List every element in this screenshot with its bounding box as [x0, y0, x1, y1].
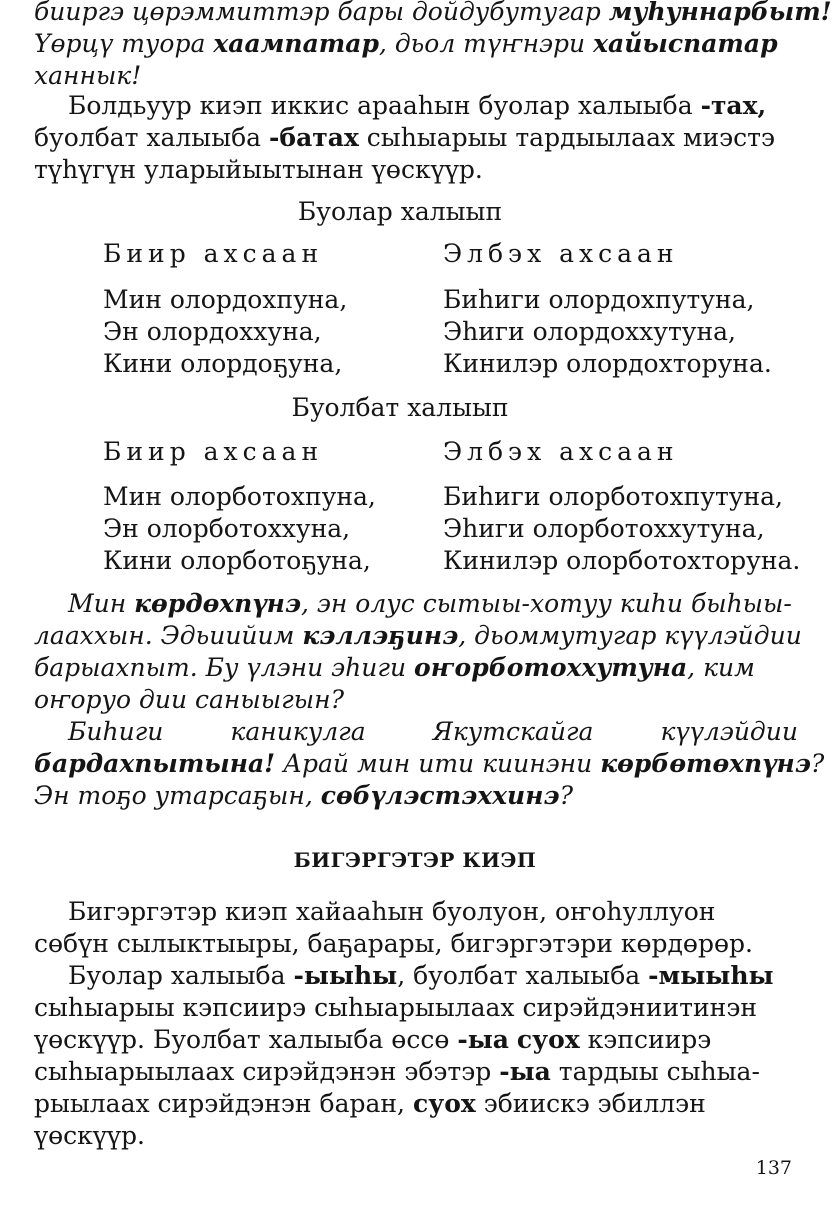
text-line: Эн тоҕо утарсаҕын, сөбүлэстэххинэ? — [34, 781, 573, 810]
table-negative-title: Буолбат халыып — [291, 393, 509, 422]
singular-form-list — [103, 481, 376, 577]
plural-form-list — [443, 481, 800, 577]
text-line: Бигэргэтэр киэп хайааһын буолуон, оҥоһуллуон — [68, 897, 716, 926]
list-item: Эһиги олордоххутуна, — [443, 317, 736, 346]
list-item: Кинилэр олордохторуна. — [443, 349, 772, 378]
example-paragraph — [34, 716, 825, 812]
text-line: сыһыарыылаах сирэйдэнэн эбэтэр -ыа тардыы сыһыа- — [34, 1057, 760, 1086]
text-line: Мин көрдөхпүнэ, эн олус сытыы-хотуу киһи быһыы- — [68, 589, 792, 618]
top-paragraph — [34, 0, 832, 92]
list-item: Эһиги олорботоххутуна, — [443, 514, 765, 543]
section-paragraph — [34, 960, 798, 1152]
text-line: сөбүн сылыктыыры, баҕарары, бигэргэтэри көрдөрөр. — [34, 929, 753, 958]
list-item: Кини олордоҕуна, — [103, 349, 343, 378]
section-heading: БИГЭРГЭТЭР КИЭП — [293, 848, 537, 872]
text-line: сыһыарыы кэпсиирэ сыһыарыылаах сирэйдэниитинэн — [34, 993, 757, 1022]
section-paragraph — [34, 896, 798, 960]
plural-form-list — [443, 284, 772, 380]
text-line: Үөрцү туора хаампатар, дьол түҥнэри хайыспатар — [34, 29, 778, 58]
list-item: Биһиги олордохпутуна, — [443, 285, 755, 314]
header-singular: Биир ахсаан — [103, 437, 324, 466]
header-singular: Биир ахсаан — [103, 239, 324, 268]
text-line: үөскүүр. — [34, 1121, 145, 1150]
text-line: бииргэ цөрэммиттэр бары дойдубутугар муһуннарбыт! — [34, 0, 832, 26]
list-item: Мин олордохпуна, — [103, 285, 348, 314]
text-line: Болдьуур киэп иккис арааһын буолар халыыба -тах, — [68, 91, 767, 120]
text-line: барыахпыт. Бу үлэни эһиги оҥорботоххутуна, ким — [34, 653, 755, 682]
list-item: Кини олорботоҕуна, — [103, 546, 371, 575]
text-line: рыылаах сирэйдэнэн баран, суох эбиискэ эбиллэн — [34, 1089, 706, 1118]
list-item: Эн олордоххуна, — [103, 317, 322, 346]
text-line: буолбат халыыба -батах сыһыарыы тардыылаах миэстэ — [34, 123, 775, 152]
list-item: Биһиги олорботохпутуна, — [443, 482, 784, 511]
list-item: Эн олорботоххуна, — [103, 514, 351, 543]
header-plural: Элбэх ахсаан — [443, 239, 679, 268]
text-line: үөскүүр. Буолбат халыыба өссө -ыа суох кэпсиирэ — [34, 1025, 712, 1054]
list-item: Мин олорботохпуна, — [103, 482, 376, 511]
page-number: 137 — [755, 1157, 792, 1179]
header-plural: Элбэх ахсаан — [443, 437, 679, 466]
table-present-title: Буолар халыып — [297, 197, 503, 226]
text-line: Буолар халыыба -ыыһы, буолбат халыыба -мыыһы — [68, 961, 774, 990]
list-item: Кинилэр олорботохторуна. — [443, 546, 801, 575]
text-line: Биһиги каникулга Якутскайга күүлэйдии — [68, 717, 798, 746]
example-paragraph — [34, 588, 802, 716]
text-line: ханнык! — [34, 61, 142, 90]
intro-paragraph — [34, 90, 798, 186]
singular-form-list — [103, 284, 347, 380]
text-line: лааххын. Эдьиийим кэллэҕинэ, дьоммутугар күүлэйдии — [34, 621, 802, 650]
text-line: оҥоруо дии саныыгын? — [34, 685, 344, 714]
text-line: түһүгүн уларыйыытынан үөскүүр. — [34, 155, 483, 184]
text-line: бардахпытына! Арай мин ити киинэни көрбөтөхпүнэ? — [34, 749, 825, 778]
